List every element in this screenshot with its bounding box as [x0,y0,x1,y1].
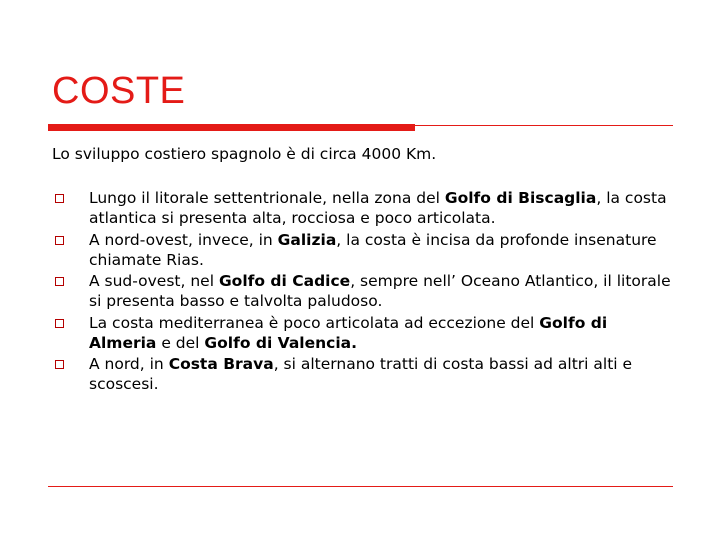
square-bullet-icon [55,319,64,328]
square-bullet-icon [55,194,64,203]
intro-text: Lo sviluppo costiero spagnolo è di circa 4000 Km. [52,145,437,163]
square-bullet-icon [55,236,64,245]
square-bullet-icon [55,277,64,286]
bullet-text: A nord-ovest, invece, in Galizia, la costa è incisa da profonde insenature chiamate Rias. [89,230,657,269]
footer-divider [48,486,673,487]
bullet-item [52,188,672,228]
bullet-text: La costa mediterranea è poco articolata ad eccezione del Golfo di Almeria e del Golfo di Valencia. [89,313,608,352]
title-underline-thin [415,125,673,126]
bullet-text: A sud-ovest, nel Golfo di Cadice, sempre nell’ Oceano Atlantico, il litorale si presenta basso e talvolta paludoso. [89,272,671,310]
bullet-text: A nord, in Costa Brava, si alternano tratti di costa bassi ad altri alti e scoscesi. [89,355,633,393]
bullet-item [52,271,672,311]
title-underline-thick [48,124,415,131]
bullet-item [52,313,672,353]
bullet-text: Lungo il litorale settentrionale, nella zona del Golfo di Biscaglia, la costa atlantica si presenta alta, rocciosa e poco articolata. [89,189,667,227]
bullet-item [52,354,672,394]
bullet-item [52,230,672,270]
square-bullet-icon [55,360,64,369]
slide-title: COSTE [52,70,186,112]
bullet-list [52,188,672,396]
